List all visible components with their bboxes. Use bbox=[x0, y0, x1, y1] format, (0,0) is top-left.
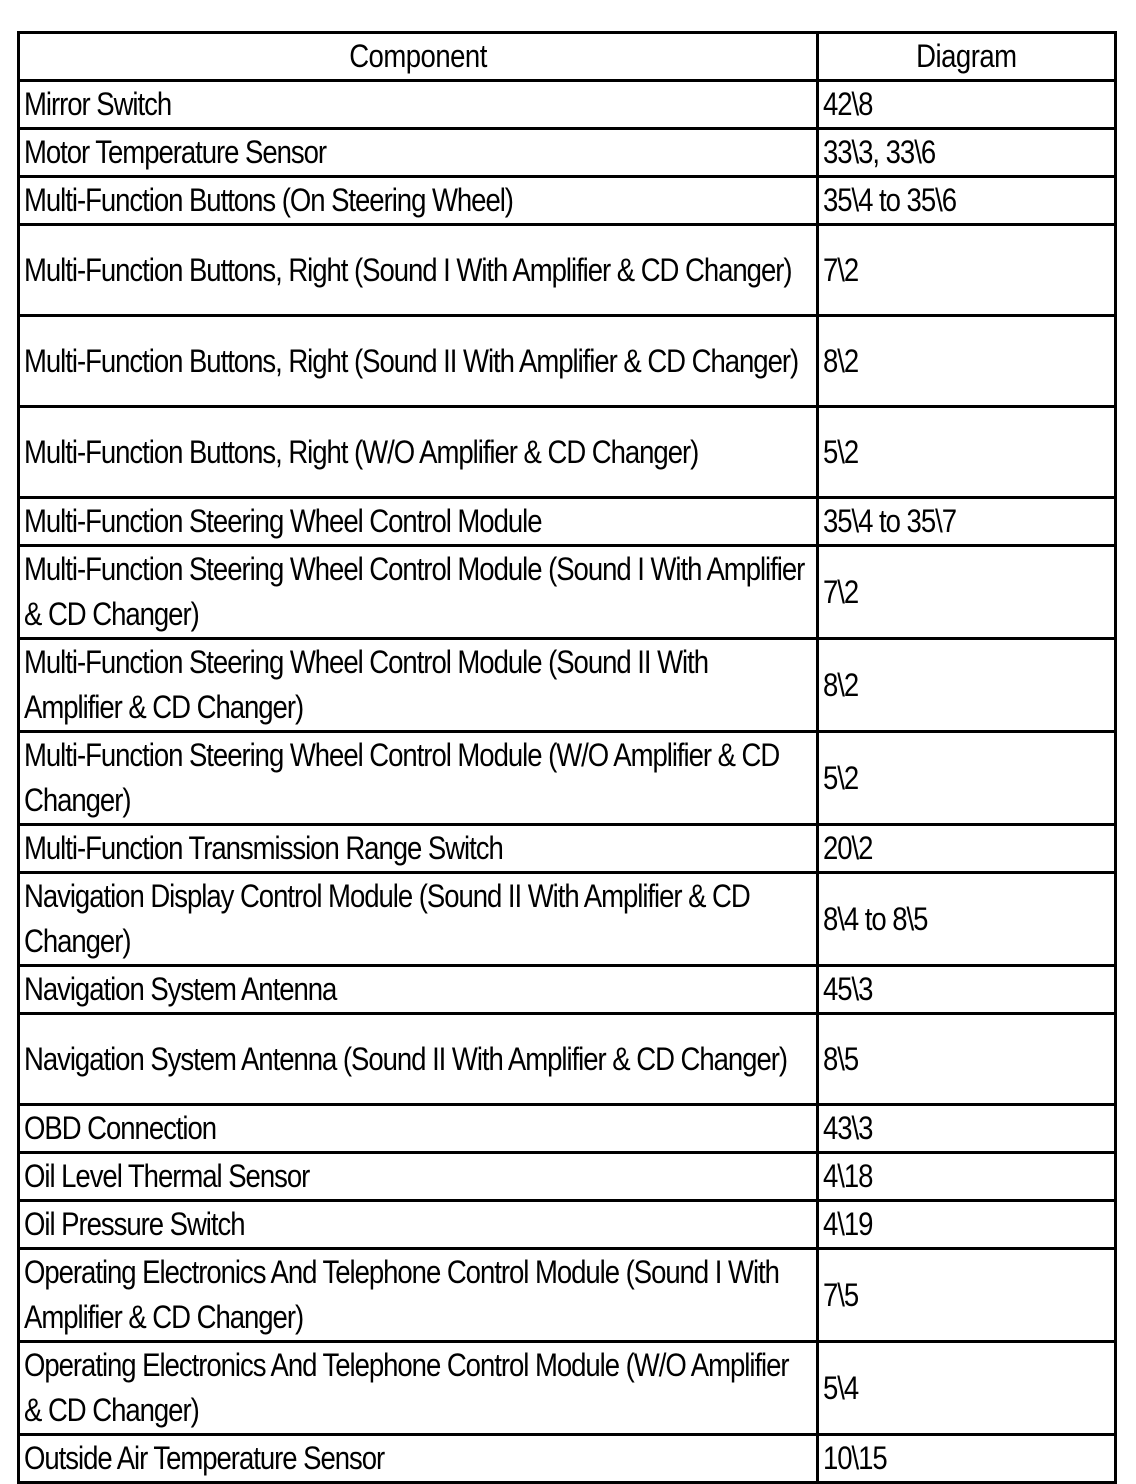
diagram-cell: 43\3 bbox=[818, 1105, 1116, 1153]
diagram-cell: 4\19 bbox=[818, 1201, 1116, 1249]
diagram-cell: 4\18 bbox=[818, 1153, 1116, 1201]
diagram-cell: 7\2 bbox=[818, 225, 1116, 316]
table-body bbox=[19, 81, 1116, 1483]
component-cell: Navigation System Antenna (Sound II With Amplifier & CD Changer) bbox=[19, 1014, 818, 1105]
component-cell: Multi-Function Steering Wheel Control Module (W/O Amplifier & CD Changer) bbox=[19, 732, 818, 825]
diagram-cell: 8\2 bbox=[818, 316, 1116, 407]
table-row bbox=[19, 966, 1116, 1014]
diagram-cell: 20\2 bbox=[818, 825, 1116, 873]
table-row bbox=[19, 225, 1116, 316]
component-cell: Navigation Display Control Module (Sound II With Amplifier & CD Changer) bbox=[19, 873, 818, 966]
table-row bbox=[19, 498, 1116, 546]
component-cell: Motor Temperature Sensor bbox=[19, 129, 818, 177]
table-row bbox=[19, 1153, 1116, 1201]
table-row bbox=[19, 407, 1116, 498]
table-row bbox=[19, 1201, 1116, 1249]
diagram-cell: 8\5 bbox=[818, 1014, 1116, 1105]
table-row bbox=[19, 177, 1116, 225]
table-row bbox=[19, 1105, 1116, 1153]
diagram-cell: 8\4 to 8\5 bbox=[818, 873, 1116, 966]
diagram-cell: 8\2 bbox=[818, 639, 1116, 732]
diagram-cell: 45\3 bbox=[818, 966, 1116, 1014]
diagram-cell: 10\15 bbox=[818, 1435, 1116, 1483]
table-row bbox=[19, 546, 1116, 639]
diagram-cell: 35\4 to 35\7 bbox=[818, 498, 1116, 546]
diagram-cell: 5\2 bbox=[818, 732, 1116, 825]
component-cell: Multi-Function Buttons, Right (W/O Amplifier & CD Changer) bbox=[19, 407, 818, 498]
table-row bbox=[19, 1014, 1116, 1105]
component-cell: Outside Air Temperature Sensor bbox=[19, 1435, 818, 1483]
component-cell: Multi-Function Buttons, Right (Sound II With Amplifier & CD Changer) bbox=[19, 316, 818, 407]
table-row bbox=[19, 825, 1116, 873]
diagram-cell: 33\3, 33\6 bbox=[818, 129, 1116, 177]
column-header-diagram: Diagram bbox=[818, 33, 1116, 81]
table-row bbox=[19, 129, 1116, 177]
component-cell: Operating Electronics And Telephone Control Module (Sound I With Amplifier & CD Changer) bbox=[19, 1249, 818, 1342]
component-cell: Multi-Function Steering Wheel Control Module (Sound II With Amplifier & CD Changer) bbox=[19, 639, 818, 732]
table-row bbox=[19, 81, 1116, 129]
component-cell: Operating Electronics And Telephone Control Module (W/O Amplifier & CD Changer) bbox=[19, 1342, 818, 1435]
table-row bbox=[19, 732, 1116, 825]
component-cell: Oil Pressure Switch bbox=[19, 1201, 818, 1249]
diagram-cell: 42\8 bbox=[818, 81, 1116, 129]
table-row bbox=[19, 316, 1116, 407]
component-cell: Multi-Function Steering Wheel Control Module bbox=[19, 498, 818, 546]
component-cell: Navigation System Antenna bbox=[19, 966, 818, 1014]
table-row bbox=[19, 639, 1116, 732]
diagram-cell: 35\4 to 35\6 bbox=[818, 177, 1116, 225]
component-cell: Oil Level Thermal Sensor bbox=[19, 1153, 818, 1201]
component-cell: Mirror Switch bbox=[19, 81, 818, 129]
column-header-component: Component bbox=[19, 33, 818, 81]
table-row bbox=[19, 1435, 1116, 1483]
table-row bbox=[19, 1249, 1116, 1342]
component-diagram-table bbox=[17, 31, 1117, 1484]
component-cell: OBD Connection bbox=[19, 1105, 818, 1153]
component-cell: Multi-Function Buttons (On Steering Wheel) bbox=[19, 177, 818, 225]
diagram-cell: 7\5 bbox=[818, 1249, 1116, 1342]
diagram-cell: 5\4 bbox=[818, 1342, 1116, 1435]
table-row bbox=[19, 1342, 1116, 1435]
component-cell: Multi-Function Steering Wheel Control Module (Sound I With Amplifier & CD Changer) bbox=[19, 546, 818, 639]
table-row bbox=[19, 873, 1116, 966]
component-cell: Multi-Function Transmission Range Switch bbox=[19, 825, 818, 873]
diagram-cell: 7\2 bbox=[818, 546, 1116, 639]
diagram-cell: 5\2 bbox=[818, 407, 1116, 498]
component-cell: Multi-Function Buttons, Right (Sound I With Amplifier & CD Changer) bbox=[19, 225, 818, 316]
header-row bbox=[19, 33, 1116, 81]
